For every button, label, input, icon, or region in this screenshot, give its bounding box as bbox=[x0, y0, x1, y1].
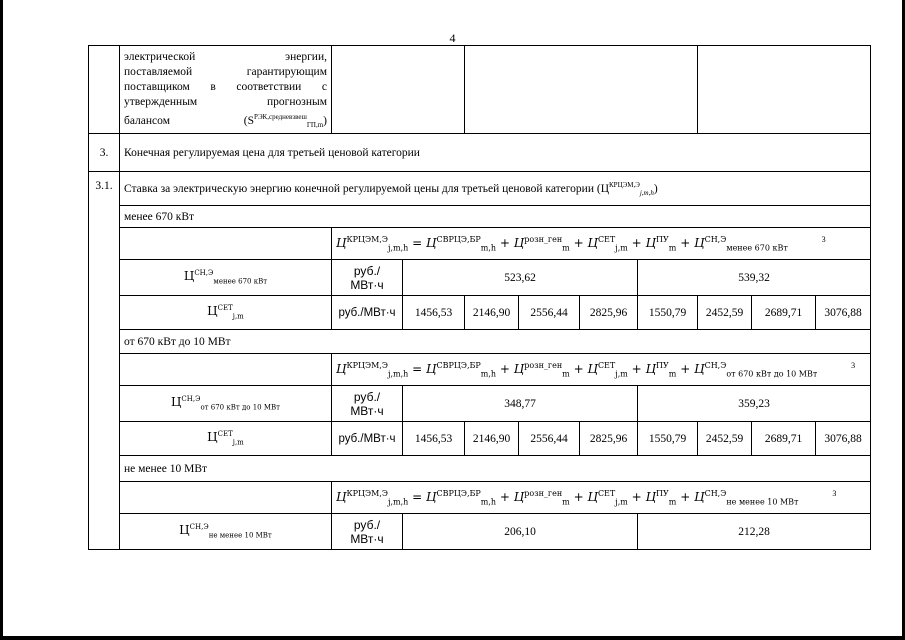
text-line: прогнозным bbox=[267, 96, 327, 108]
value-cell: 3076,88 bbox=[816, 296, 871, 330]
group-heading-row bbox=[89, 456, 871, 482]
footnote-mark: 3 bbox=[851, 360, 856, 370]
text-line: гарантирующим bbox=[246, 66, 327, 78]
subsection-row bbox=[89, 172, 871, 206]
formula-row bbox=[89, 354, 871, 386]
value-cell: 2452,59 bbox=[698, 422, 752, 456]
value-cell: 2556,44 bbox=[519, 422, 580, 456]
empty-cell bbox=[465, 46, 698, 134]
value-cell: 2146,90 bbox=[465, 422, 519, 456]
text-line: энергии, bbox=[285, 51, 327, 63]
value-cell: 1456,53 bbox=[403, 422, 465, 456]
subsection-text: ) bbox=[653, 182, 658, 195]
text-line: с bbox=[321, 81, 327, 93]
sn-row bbox=[89, 386, 871, 422]
tariff-label: $Ц^{СН,Э}_{от 670 кВт до 10 МВт}$ bbox=[120, 386, 332, 422]
value-cell: 359,23 bbox=[638, 386, 871, 422]
scan-edge-left bbox=[0, 0, 3, 640]
set-row bbox=[89, 422, 871, 456]
value-cell: 2689,71 bbox=[752, 422, 816, 456]
value-cell: 1550,79 bbox=[638, 296, 698, 330]
value-cell: 2146,90 bbox=[465, 296, 519, 330]
value-cell: 2452,59 bbox=[698, 296, 752, 330]
footnote-mark: 3 bbox=[832, 488, 837, 498]
text-line: электрической bbox=[124, 51, 196, 63]
unit-cell: руб./ МВт·ч bbox=[332, 260, 403, 296]
value-cell: 348,77 bbox=[403, 386, 638, 422]
section-row bbox=[89, 134, 871, 172]
formula-cell bbox=[332, 482, 871, 514]
value-cell: 212,28 bbox=[638, 514, 871, 550]
sn-row bbox=[89, 514, 871, 550]
tariff-label: $Ц^{СН,Э}_{не менее 10 МВт}$ bbox=[120, 514, 332, 550]
value-cell: 2825,96 bbox=[580, 296, 638, 330]
value-cell: 2556,44 bbox=[519, 296, 580, 330]
text-line: утвержденным bbox=[124, 96, 198, 108]
value-cell: 539,32 bbox=[638, 260, 871, 296]
unit-cell: руб./МВт·ч bbox=[332, 296, 403, 330]
unit-cell: руб./ МВт·ч bbox=[332, 514, 403, 550]
price-formula: $Ц^{КРЦЭМ,Э}_{j,m,h} = Ц^{СВРЦЭ,БР}_{m,h} + Ц^{розн\_ген}_m + Ц^{СЕТ}_{j,m} + Ц^{ПУ}_m + Ц^{СН,Э}_{от 670 кВт до 10 МВт}$ bbox=[336, 360, 818, 379]
subsection-title bbox=[120, 172, 871, 206]
continuation-text bbox=[120, 46, 332, 134]
value-cell: 2825,96 bbox=[580, 422, 638, 456]
value-cell: 1550,79 bbox=[638, 422, 698, 456]
value-cell: 3076,88 bbox=[816, 422, 871, 456]
footnote-mark: 3 bbox=[821, 234, 826, 244]
tariff-table bbox=[88, 45, 871, 550]
text-line: поставщиком bbox=[124, 81, 190, 93]
group-heading: не менее 10 МВт bbox=[120, 456, 871, 482]
symbol-sub: ГП,m bbox=[306, 121, 324, 130]
tariff-label: $Ц^{СЕТ}_{j,m}$ bbox=[120, 296, 332, 330]
symbol-sup: РЭК,средневзвеш bbox=[254, 113, 307, 121]
text-line: в bbox=[210, 81, 216, 93]
value-cell: 523,62 bbox=[403, 260, 638, 296]
tariff-label: $Ц^{СЕТ}_{j,m}$ bbox=[120, 422, 332, 456]
price-formula: $Ц^{КРЦЭМ,Э}_{j,m,h} = Ц^{СВРЦЭ,БР}_{m,h} + Ц^{розн\_ген}_m + Ц^{СЕТ}_{j,m} + Ц^{ПУ}_m + Ц^{СН,Э}_{не менее 10 МВт}$ bbox=[336, 488, 799, 507]
formula-cell bbox=[332, 354, 871, 386]
value-cell: 1456,53 bbox=[403, 296, 465, 330]
continuation-row bbox=[89, 46, 871, 134]
unit-cell: руб./ МВт·ч bbox=[332, 386, 403, 422]
symbol-sup: КРЦЭМ,Э bbox=[609, 180, 640, 189]
group-heading-row bbox=[89, 330, 871, 354]
formula-row bbox=[89, 228, 871, 260]
text-line: ) bbox=[323, 114, 327, 127]
subsection-text: Ставка за электрическую энергию конечной регулируемой цены для третьей ценовой категории (Ц bbox=[124, 182, 610, 195]
section-title: Конечная регулируемая цена для третьей ценовой категории bbox=[120, 134, 871, 172]
section-number: 3. bbox=[89, 134, 120, 172]
row-number-cell bbox=[89, 46, 120, 134]
subsection-number: 3.1. bbox=[89, 172, 120, 550]
group-heading: от 670 кВт до 10 МВт bbox=[120, 330, 871, 354]
text-line: соответствии bbox=[236, 81, 302, 93]
sn-row bbox=[89, 260, 871, 296]
scan-edge-bottom bbox=[0, 636, 905, 640]
formula-cell bbox=[332, 228, 871, 260]
text-line: поставляемой bbox=[124, 66, 193, 78]
group-heading: менее 670 кВт bbox=[120, 206, 871, 228]
unit-cell: руб./МВт·ч bbox=[332, 422, 403, 456]
set-row bbox=[89, 296, 871, 330]
price-formula: $Ц^{КРЦЭМ,Э}_{j,m,h} = Ц^{СВРЦЭ,БР}_{m,h} + Ц^{розн\_ген}_m + Ц^{СЕТ}_{j,m} + Ц^{ПУ}_m + Ц^{СН,Э}_{менее 670 кВт}$ bbox=[336, 234, 788, 253]
text-line: балансом (S bbox=[124, 114, 255, 127]
symbol-sub: j,m,h bbox=[639, 188, 654, 197]
page-number: 4 bbox=[449, 31, 456, 45]
tariff-label: $Ц^{СН,Э}_{менее 670 кВт}$ bbox=[120, 260, 332, 296]
empty-cell bbox=[332, 46, 465, 134]
value-cell: 2689,71 bbox=[752, 296, 816, 330]
value-cell: 206,10 bbox=[403, 514, 638, 550]
formula-row bbox=[89, 482, 871, 514]
group-heading-row bbox=[89, 206, 871, 228]
empty-cell bbox=[698, 46, 871, 134]
